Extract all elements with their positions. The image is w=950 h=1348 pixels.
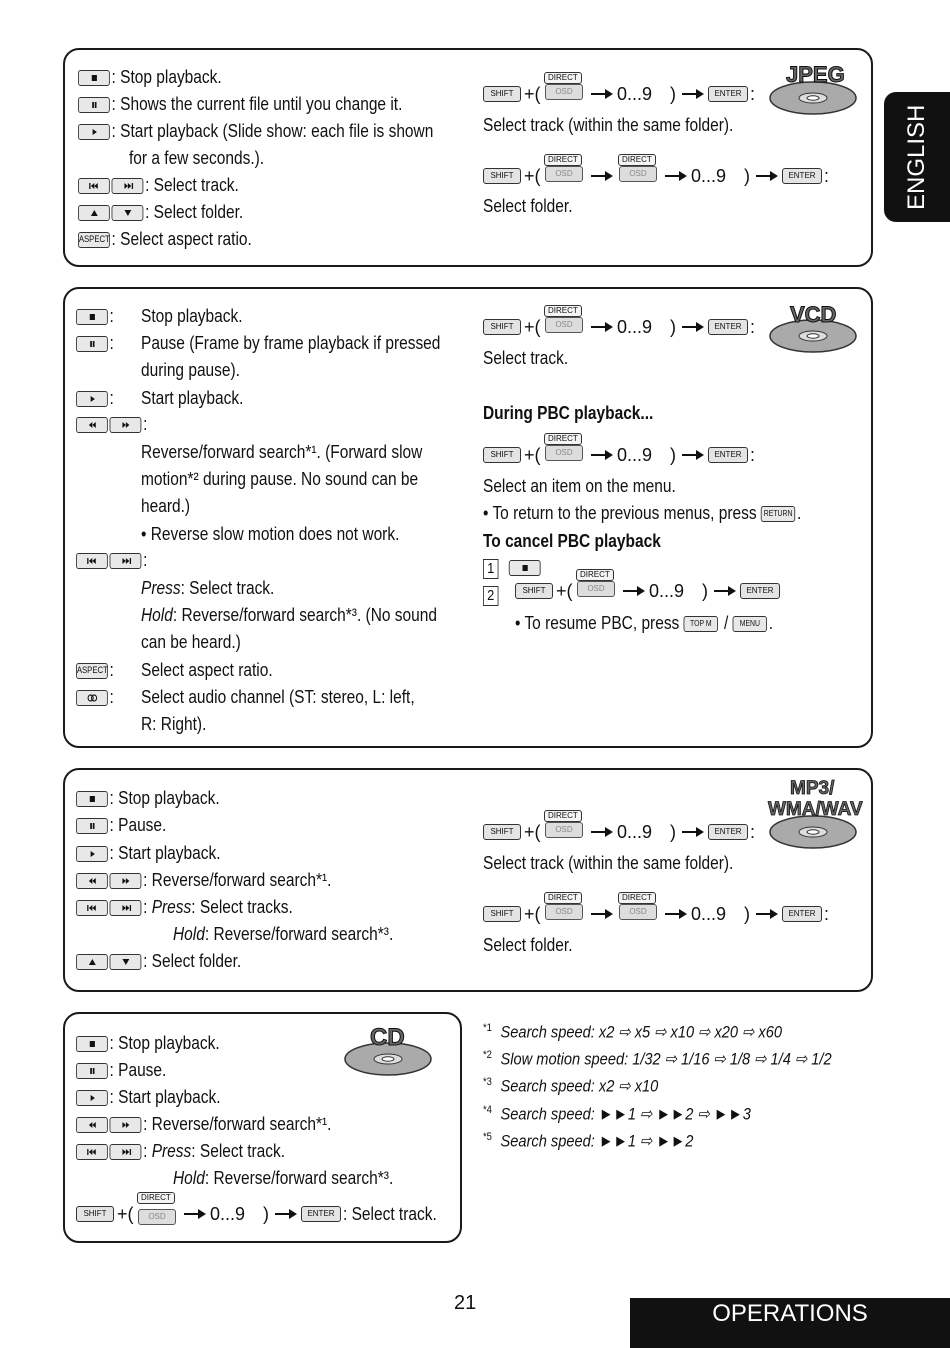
direct-label: DIRECT [137, 1192, 175, 1204]
next-icon [110, 1144, 142, 1160]
mp3-track-row: : Press: Select tracks. [76, 896, 293, 918]
fast-forward-icon [110, 873, 142, 889]
arrow-icon [591, 87, 613, 101]
arrow-icon [275, 1207, 297, 1221]
direct-label: DIRECT [544, 305, 582, 317]
plus-open: +( [524, 822, 541, 842]
up-icon [76, 954, 108, 970]
arrow-icon [682, 320, 704, 334]
plus-open: +( [524, 166, 541, 186]
arrow-icon [682, 825, 704, 839]
up-icon [78, 205, 110, 221]
page-number: 21 [454, 1292, 477, 1314]
pause-icon [78, 97, 110, 113]
play-icon [76, 1090, 108, 1106]
previous-icon [76, 553, 108, 569]
jpeg-track-sequence [483, 72, 773, 108]
footnote-2: $^{*2}$ Slow motion speed: 1/32 ⇨ 1/16 ⇨ 1/8 ⇨ 1/4 ⇨ 1/2 [483, 1049, 832, 1069]
play-icon [76, 391, 108, 407]
return-key: RETURN [761, 506, 795, 522]
vcd-aspect-row: ASPECT: [76, 660, 114, 680]
vcd-pause-row: : [76, 332, 114, 354]
vcd-hold-row: Hold: Reverse/forward search*³. (No sound [141, 605, 437, 625]
vcd-pbc-sequence [483, 433, 773, 469]
vcd-track-sequence [483, 305, 773, 341]
vcd-resume-row: • To resume PBC, press TOP M / MENU . [515, 613, 774, 633]
vcd-pause-text-cont: during pause). [141, 360, 240, 380]
number-range: 0...9 [617, 445, 653, 465]
direct-label: DIRECT [618, 154, 656, 166]
vcd-play-row: : [76, 387, 114, 409]
vcd-track-caption: Select track. [483, 348, 569, 368]
close-paren: ) [702, 581, 708, 601]
jpeg-play-row: : Start playback (Slide show: each file is shown [78, 120, 433, 142]
footnote-4: $^{*4}$ Search speed: ►►1 ⇨ ►►2 ⇨ ►►3 [483, 1104, 751, 1124]
plus-open: +( [117, 1204, 134, 1224]
arrow-icon [682, 448, 704, 462]
cd-search-row: : Reverse/forward search*¹. [76, 1113, 331, 1135]
section-tab-label: OPERATIONS [712, 1300, 868, 1327]
number-range: 0...9 [691, 904, 727, 924]
mp3-badge-line-2: WMA/WAV [768, 799, 863, 820]
number-range: 0...9 [617, 822, 653, 842]
arrow-icon [184, 1207, 206, 1221]
mp3-hold-row: Hold: Reverse/forward search*³. [173, 924, 394, 944]
enter-key: ENTER [708, 447, 748, 463]
vcd-pause-text: Pause (Frame by frame playback if pressed [141, 333, 441, 353]
close-paren: ) [744, 166, 750, 186]
next-icon [110, 553, 142, 569]
arrow-icon [591, 169, 613, 183]
down-icon [112, 205, 144, 221]
osd-key: OSD [545, 166, 583, 182]
cd-hold-row: Hold: Reverse/forward search*³. [173, 1168, 394, 1188]
osd-key: OSD [619, 166, 657, 182]
enter-key: ENTER [301, 1206, 341, 1222]
enter-key: ENTER [708, 86, 748, 102]
previous-icon [76, 1144, 108, 1160]
stop-icon [76, 1036, 108, 1052]
cd-stop-row: : Stop playback. [76, 1032, 220, 1054]
stop-icon [78, 70, 110, 86]
shift-key: SHIFT [483, 824, 521, 840]
footnote-5: $^{*5}$ Search speed: ►►1 ⇨ ►►2 [483, 1131, 694, 1151]
vcd-search-text: Reverse/forward search*¹. (Forward slow [141, 442, 423, 462]
osd-key: OSD [619, 904, 657, 920]
previous-icon [78, 178, 110, 194]
arrow-icon [714, 584, 736, 598]
next-icon [112, 178, 144, 194]
shift-key: SHIFT [483, 168, 521, 184]
arrow-icon [623, 584, 645, 598]
arrow-icon [665, 907, 687, 921]
mp3-folder-row: : Select folder. [76, 950, 241, 972]
mp3-badge-line-1: MP3/ [790, 778, 835, 799]
cd-badge: CD [370, 1024, 405, 1051]
plus-open: +( [524, 317, 541, 337]
fast-forward-icon [110, 1117, 142, 1133]
pause-icon [76, 1063, 108, 1079]
vcd-stop-text: Stop playback. [141, 306, 243, 326]
enter-key: ENTER [782, 168, 822, 184]
cd-track-sequence [76, 1192, 456, 1228]
number-range: 0...9 [210, 1204, 246, 1224]
arrow-icon [682, 87, 704, 101]
osd-key: OSD [545, 84, 583, 100]
vcd-audio-text: Select audio channel (ST: stereo, L: left, [141, 687, 415, 707]
jpeg-folder-row: : Select folder. [78, 201, 243, 223]
jpeg-folder-caption: Select folder. [483, 196, 573, 216]
number-range: 0...9 [617, 84, 653, 104]
shift-key: SHIFT [483, 906, 521, 922]
vcd-audio-text-cont: R: Right). [141, 714, 207, 734]
cd-select-track-text: : Select track. [343, 1204, 437, 1224]
jpeg-track-row: : Select track. [78, 174, 239, 196]
footnote-1: $^{*1}$ Search speed: x2 ⇨ x5 ⇨ x10 ⇨ x20 ⇨ x60 [483, 1022, 782, 1042]
direct-label: DIRECT [618, 892, 656, 904]
previous-icon [76, 900, 108, 916]
shift-key: SHIFT [483, 447, 521, 463]
jpeg-track-caption: Select track (within the same folder). [483, 115, 734, 135]
close-paren: ) [670, 822, 676, 842]
enter-key: ENTER [740, 583, 780, 599]
shift-key: SHIFT [483, 86, 521, 102]
plus-open: +( [524, 445, 541, 465]
vcd-track-row: : [76, 549, 147, 571]
colon: : [750, 317, 756, 337]
enter-key: ENTER [782, 906, 822, 922]
arrow-icon [591, 320, 613, 334]
mp3-pause-row: : Pause. [76, 814, 166, 836]
vcd-aspect-text: Select aspect ratio. [141, 660, 273, 680]
osd-key: OSD [138, 1209, 176, 1225]
number-range: 0...9 [691, 166, 727, 186]
vcd-menu-caption: Select an item on the menu. [483, 476, 676, 496]
vcd-search-note: • Reverse slow motion does not work. [141, 524, 400, 544]
direct-label: DIRECT [544, 892, 582, 904]
step-2-number: 2 [483, 586, 498, 606]
close-paren: ) [670, 445, 676, 465]
osd-key: OSD [545, 445, 583, 461]
enter-key: ENTER [708, 319, 748, 335]
vcd-return-row: • To return to the previous menus, press RETURN . [483, 503, 802, 523]
plus-open: +( [524, 904, 541, 924]
arrow-icon [665, 169, 687, 183]
cd-track-row: : Press: Select track. [76, 1140, 285, 1162]
cd-play-row: : Start playback. [76, 1086, 221, 1108]
vcd-stop-row: : [76, 305, 114, 327]
vcd-badge: VCD [790, 302, 837, 327]
mp3-track-caption: Select track (within the same folder). [483, 853, 734, 873]
mp3-play-row: : Start playback. [76, 842, 221, 864]
colon: : [824, 904, 830, 924]
cd-pause-row: : Pause. [76, 1059, 166, 1081]
top-menu-key: TOP M [684, 616, 718, 632]
jpeg-folder-sequence [483, 154, 843, 190]
mp3-folder-caption: Select folder. [483, 935, 573, 955]
close-paren: ) [670, 317, 676, 337]
pause-icon [76, 818, 108, 834]
mp3-track-sequence [483, 810, 773, 846]
colon: : [750, 822, 756, 842]
direct-label: DIRECT [544, 154, 582, 166]
osd-key: OSD [545, 904, 583, 920]
arrow-icon [591, 825, 613, 839]
shift-key: SHIFT [483, 319, 521, 335]
arrow-icon [591, 448, 613, 462]
vcd-cancel-step-2 [483, 583, 509, 606]
close-paren: ) [263, 1204, 269, 1224]
vcd-search-row: : [76, 413, 147, 435]
mp3-search-row: : Reverse/forward search*¹. [76, 869, 331, 891]
rewind-icon [76, 873, 108, 889]
mp3-folder-sequence [483, 892, 843, 928]
jpeg-aspect-row: ASPECT: Select aspect ratio. [78, 229, 252, 249]
shift-key: SHIFT [76, 1206, 114, 1222]
jpeg-stop-row: : Stop playback. [78, 66, 222, 88]
osd-key: OSD [577, 581, 615, 597]
aspect-key: ASPECT [78, 232, 110, 248]
audio-channel-icon [76, 690, 108, 706]
down-icon [110, 954, 142, 970]
number-range: 0...9 [617, 317, 653, 337]
rewind-icon [76, 417, 108, 433]
osd-key: OSD [545, 822, 583, 838]
arrow-icon [756, 169, 778, 183]
fast-forward-icon [110, 417, 142, 433]
aspect-key: ASPECT [76, 663, 108, 679]
pause-icon [76, 336, 108, 352]
menu-key: MENU [733, 616, 767, 632]
plus-open: +( [556, 581, 573, 601]
direct-label: DIRECT [544, 433, 582, 445]
shift-key: SHIFT [515, 583, 553, 599]
close-paren: ) [744, 904, 750, 924]
next-icon [110, 900, 142, 916]
rewind-icon [76, 1117, 108, 1133]
vcd-search-text-3: heard.) [141, 496, 191, 516]
vcd-pbc-heading: During PBC playback... [483, 403, 654, 423]
stop-icon [76, 309, 108, 325]
step-1-number: 1 [483, 559, 498, 579]
direct-label: DIRECT [544, 72, 582, 84]
number-range: 0...9 [649, 581, 685, 601]
close-paren: ) [670, 84, 676, 104]
mp3-stop-row: : Stop playback. [76, 787, 220, 809]
play-icon [76, 846, 108, 862]
osd-key: OSD [545, 317, 583, 333]
vcd-play-text: Start playback. [141, 388, 244, 408]
arrow-icon [756, 907, 778, 921]
vcd-audio-row: : [76, 686, 114, 708]
enter-key: ENTER [708, 824, 748, 840]
jpeg-play-row-cont: for a few seconds.). [129, 148, 265, 168]
vcd-press-row: Press: Select track. [141, 578, 275, 598]
jpeg-pause-row: : Shows the current file until you change it. [78, 93, 402, 115]
direct-label: DIRECT [544, 810, 582, 822]
arrow-icon [591, 907, 613, 921]
colon: : [750, 84, 756, 104]
vcd-search-text-2: motion*² during pause. No sound can be [141, 469, 419, 489]
vcd-cancel-sequence [515, 569, 785, 605]
language-tab-label: ENGLISH [903, 104, 930, 210]
direct-label: DIRECT [576, 569, 614, 581]
colon: : [750, 445, 756, 465]
plus-open: +( [524, 84, 541, 104]
stop-icon [76, 791, 108, 807]
play-icon [78, 124, 110, 140]
colon: : [824, 166, 830, 186]
jpeg-badge: JPEG [786, 62, 845, 87]
vcd-cancel-heading: To cancel PBC playback [483, 531, 661, 551]
footnote-3: $^{*3}$ Search speed: x2 ⇨ x10 [483, 1076, 659, 1096]
vcd-hold-cont: can be heard.) [141, 632, 241, 652]
